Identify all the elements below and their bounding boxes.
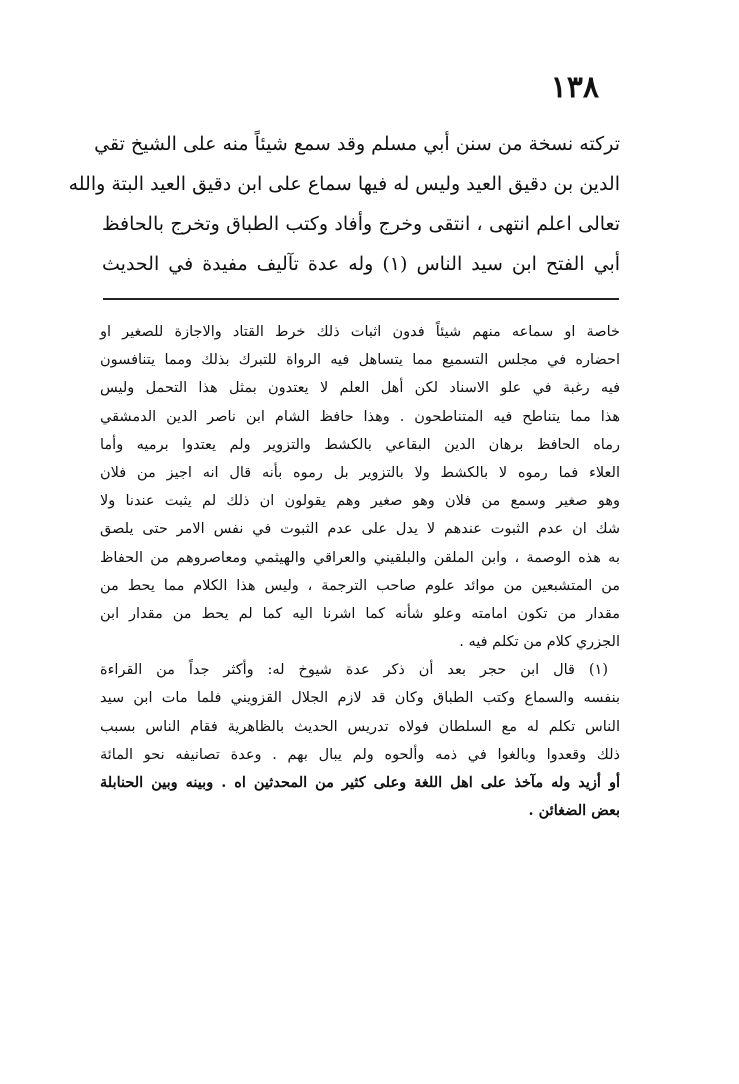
footnote-separator [103,298,619,300]
footnote-line: شك ان عدم الثبوت عندهم لا يدل على عدم الثبوت في نفس الامر حتى يلصق [100,521,620,538]
footnote-line: العلاء فما رموه لا بالكشط ولا بالتزوير بل رموه بأنه قال انه اجيز من فلان [100,464,620,481]
footnote-line: هذا مما يتناطح فيه المتناطحون . وهذا حافظ الشام ابن ناصر الدين الدمشقي [100,408,620,425]
note-line: بعض الضغائن . [528,802,620,820]
main-text-line: تركته نسخة من سنن أبي مسلم وقد سمع شيئاً منه على الشيخ تقي [94,133,620,155]
main-text-line: أبي الفتح ابن سيد الناس (١) وله عدة تآليف مفيدة في الحديث [102,253,621,275]
note-line: أو أزيد وله مآخذ على اهل اللغة وعلى كثير من المحدثين اه . وبينه وبين الحنابلة [100,774,620,791]
footnote-line: خاصة او سماعه منهم شيئاً فدون اثبات ذلك خرط القتاد والاجازة للصغير او [100,324,620,340]
main-text-line: الدين بن دقيق العيد وليس له فيها سماع على ابن دقيق العيد البتة والله [68,173,620,195]
page-number: ١٣٨ [550,70,599,105]
footnote-line: به هذه الوصمة ، وابن الملقن والبلقيني والعراقي والهيثمي ومعاصروهم من الحفاظ [100,549,620,566]
note-line: ذلك وقعدوا وبالغوا في ذمه وألحوه ولم يبال بهم . وعدة تصانيفه نحو المائة [100,746,620,763]
main-text-line: تعالى اعلم انتهى ، انتقى وخرج وأفاد وكتب الطباق وتخرج بالحافظ [102,213,620,235]
footnote-line: من المتشبعين من موائد علوم صاحب الترجمة ، وليس هذا الكلام مما يحط من [100,577,620,594]
main-text-block [68,124,621,284]
footnote-line: فيه رغبة في علو الاسناد لكن أهل العلم لا يعتدون بمثل هذا التحمل وليس [100,380,620,397]
footnote-line: مقدار من تكون امامته وعلو شأنه كما اشرنا اليه كما لم يحط من مقدار ابن [100,605,620,622]
footnote-line: وهو صغير وسمع من فلان وهو صغير وهم يقولون ان ذلك لم يثبت عندنا ولا [100,493,620,510]
note-line: الناس تكلم له مع السلطان فولاه تدريس الحديث بالظاهرية فقام الناس بسبب [100,718,620,735]
footnote-block [100,318,620,825]
footnote-line: رماه الحافظ برهان الدين البقاعي بالكشط والتزوير ولم يعتدوا برميه وأما [100,436,620,453]
note-line: بنفسه والسماع وكتب الطباق وكان قد لازم الجلال القزويني فلما مات ابن سيد [100,690,620,707]
note-line: (١) قال ابن حجر بعد أن ذكر عدة شيوخ له: وأكثر جداً من القراءة [100,662,608,679]
footnote-line: احضاره في مجلس التسميع مما يتساهل فيه الرواة للتبرك بذلك ومما يتنافسون [100,352,620,369]
footnote-line: الجزري كلام من تكلم فيه . [459,634,620,651]
